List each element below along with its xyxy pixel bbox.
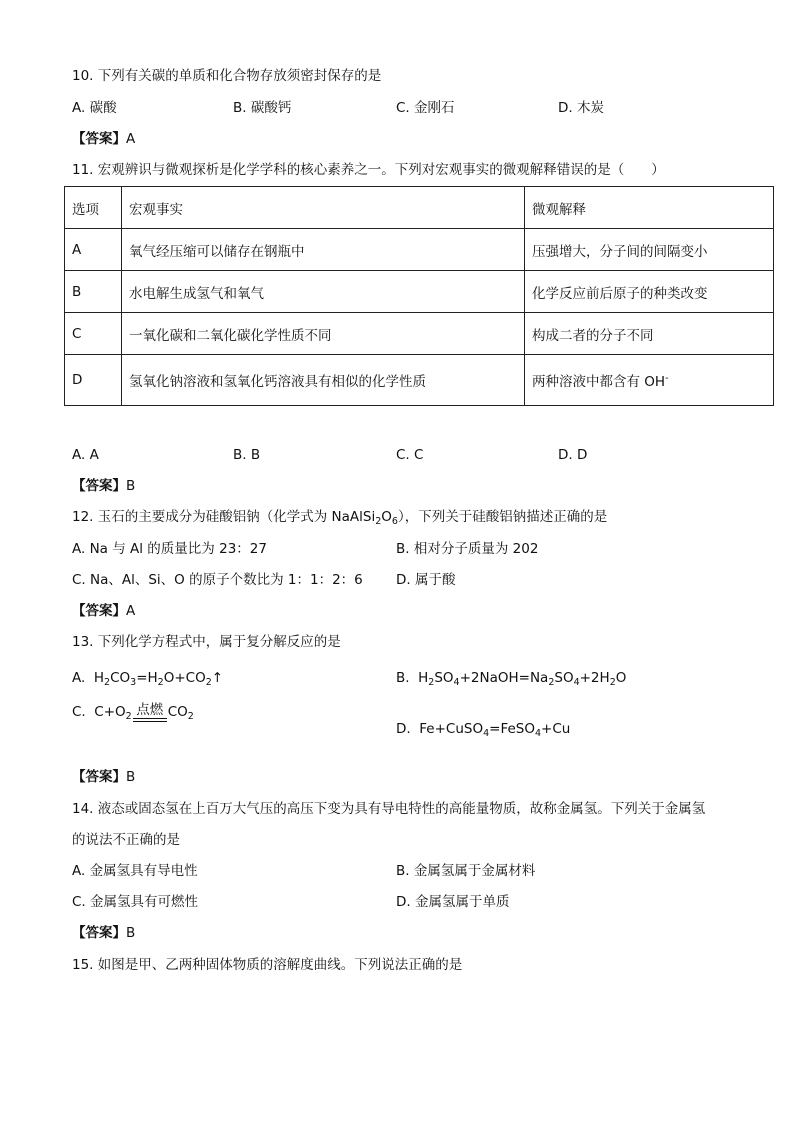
answer-label: 答案: [85, 925, 113, 941]
q14-stem-line-2: 的说法不正确的是: [72, 832, 180, 848]
q10-option-b: B. 碳酸钙: [233, 100, 292, 116]
table-cell: 氧气经压缩可以储存在钢瓶中: [122, 229, 525, 271]
q12-option-a: A. Na 与 Al 的质量比为 23：27: [72, 541, 267, 557]
answer-label: 答案: [85, 769, 113, 785]
q10-option-d: D. 木炭: [558, 100, 604, 116]
q14-stem-line-1: 14. 液态或固态氢在上百万大气压的高压下变为具有导电特性的高能量物质，故称金属氢。下列关于金属氢: [72, 801, 706, 817]
q11-option-a: A. A: [72, 447, 99, 463]
oh-charge: -: [665, 373, 669, 384]
q14-answer-value: B: [126, 925, 136, 941]
table-header-cell: 选项: [65, 187, 122, 229]
q13-option-d: D. Fe+CuSO$_4$=FeSO$_4$+Cu: [396, 721, 571, 739]
q12-option-c: C. Na、Al、Si、O 的原子个数比为 1：1：2：6: [72, 572, 363, 588]
q12-sub-1: 2: [375, 516, 382, 527]
table-cell: C: [65, 313, 122, 355]
table-cell: A: [65, 229, 122, 271]
q13-option-c: C. $C+O_2$ 点燃 $CO_2$: [72, 702, 194, 722]
q12-sub-2: 6: [391, 516, 398, 527]
q10-answer-value: A: [126, 131, 136, 147]
q14-option-b: B. 金属氢属于金属材料: [396, 863, 536, 879]
q12-answer-value: A: [126, 603, 136, 619]
q11-table: [64, 186, 774, 406]
q11-stem: 11. 宏观辨识与微观探析是化学学科的核心素养之一。下列对宏观事实的微观解释错误的是（ ）: [72, 162, 665, 178]
q14-option-c: C. 金属氢具有可燃性: [72, 894, 199, 910]
q13-option-a: A. $H_2CO_3=H_2O+CO_2↑$: [72, 670, 224, 688]
q11-option-c: C. C: [396, 447, 424, 463]
q10-option-c: C. 金刚石: [396, 100, 455, 116]
q12-answer: 【答案】A: [72, 603, 136, 619]
answer-label: 答案: [85, 131, 113, 147]
q13-option-b: B. $H_2SO_4+2NaOH=Na_2SO_4+2H_2O$: [396, 670, 627, 688]
q11-answer: 【答案】B: [72, 478, 136, 494]
q10-stem: 10. 下列有关碳的单质和化合物存放须密封保存的是: [72, 68, 382, 84]
q12-option-d: D. 属于酸: [396, 572, 456, 588]
q11-option-b: B. B: [233, 447, 261, 463]
table-cell: B: [65, 271, 122, 313]
q10-option-a: A. 碳酸: [72, 100, 117, 116]
q14-answer: 【答案】B: [72, 925, 136, 941]
q10-answer: 【答案】A: [72, 131, 136, 147]
table-cell: 压强增大，分子间的间隔变小: [525, 229, 774, 271]
table-header-cell: 微观解释: [525, 187, 774, 229]
answer-label: 答案: [85, 603, 113, 619]
table-row: [65, 313, 774, 355]
table-cell: D: [65, 355, 122, 406]
q12-stem: [72, 507, 607, 527]
q13-answer-value: B: [126, 769, 136, 785]
table-cell: 化学反应前后原子的种类改变: [525, 271, 774, 313]
table-row: [65, 271, 774, 313]
table-cell: [525, 355, 774, 406]
q12-stem-post: ），下列关于硅酸铝钠描述正确的是: [397, 509, 608, 525]
reaction-condition: [133, 703, 167, 722]
q12-stem-mid: O: [381, 509, 392, 525]
oh-text: 两种溶液中都含有 OH: [532, 374, 666, 390]
q12-stem-pre: 12. 玉石的主要成分为硅酸铝钠（化学式为 NaAlSi: [72, 509, 376, 525]
q15-stem: 15. 如图是甲、乙两种固体物质的溶解度曲线。下列说法正确的是: [72, 957, 463, 973]
q11-answer-value: B: [126, 478, 136, 494]
table-row: [65, 229, 774, 271]
table-header-cell: 宏观事实: [122, 187, 525, 229]
q12-option-b: B. 相对分子质量为 202: [396, 541, 539, 557]
table-header-row: [65, 187, 774, 229]
table-cell: 构成二者的分子不同: [525, 313, 774, 355]
table-cell: 一氧化碳和二氧化碳化学性质不同: [122, 313, 525, 355]
q11-option-d: D. D: [558, 447, 588, 463]
answer-label: 答案: [85, 478, 113, 494]
table-row: [65, 355, 774, 406]
q14-option-a: A. 金属氢具有导电性: [72, 863, 198, 879]
table-cell: 氢氧化钠溶液和氢氧化钙溶液具有相似的化学性质: [122, 355, 525, 406]
q14-option-d: D. 金属氢属于单质: [396, 894, 510, 910]
condition-text: 点燃: [136, 702, 164, 718]
q13-stem: 13. 下列化学方程式中，属于复分解反应的是: [72, 634, 341, 650]
table-cell: 水电解生成氢气和氧气: [122, 271, 525, 313]
q13-answer: 【答案】B: [72, 769, 136, 785]
